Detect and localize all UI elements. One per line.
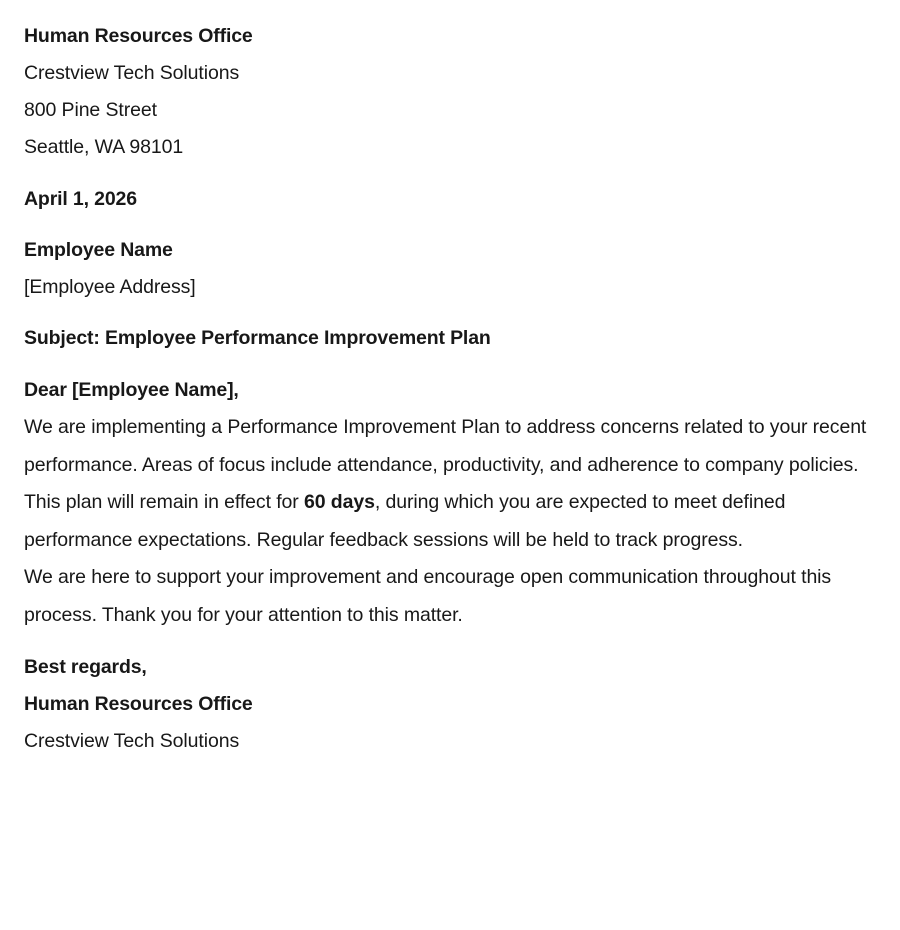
sender-street: 800 Pine Street [24, 99, 157, 121]
sender-city-state-zip: Seattle, WA 98101 [24, 136, 184, 158]
subject-line: Subject: Employee Performance Improvement Plan [24, 327, 491, 349]
recipient-address: [Employee Address] [24, 276, 196, 298]
sender-name: Human Resources Office [24, 25, 253, 47]
closing-signer-name: Human Resources Office [24, 693, 253, 715]
closing-valediction: Best regards, [24, 656, 147, 678]
sender-company: Crestview Tech Solutions [24, 62, 240, 84]
greeting-line: Dear [Employee Name], [24, 379, 239, 401]
closing-signer-company: Crestview Tech Solutions [24, 730, 240, 752]
greeting-block [24, 372, 880, 409]
recipient-address-block [24, 232, 880, 306]
closing-block [24, 649, 880, 760]
sender-address-block [24, 18, 880, 166]
body-paragraph-3: We are here to support your improvement and encourage open communication throughout this process. Thank you for your attention to this matter. [24, 566, 832, 626]
letter-date-block [24, 181, 880, 218]
subject-line-block [24, 320, 880, 357]
body-paragraph-1: We are implementing a Performance Improvement Plan to address concerns related to your recent performance. Areas of focus include attendance, productivity, and adherence to company policies. [24, 416, 867, 476]
letter-date: April 1, 2026 [24, 188, 137, 210]
recipient-name: Employee Name [24, 239, 173, 261]
body-paragraph-2: This plan will remain in effect for 60 days, during which you are expected to meet defined performance expectations. Regular feedback sessions will be held to track progress. [24, 491, 786, 551]
